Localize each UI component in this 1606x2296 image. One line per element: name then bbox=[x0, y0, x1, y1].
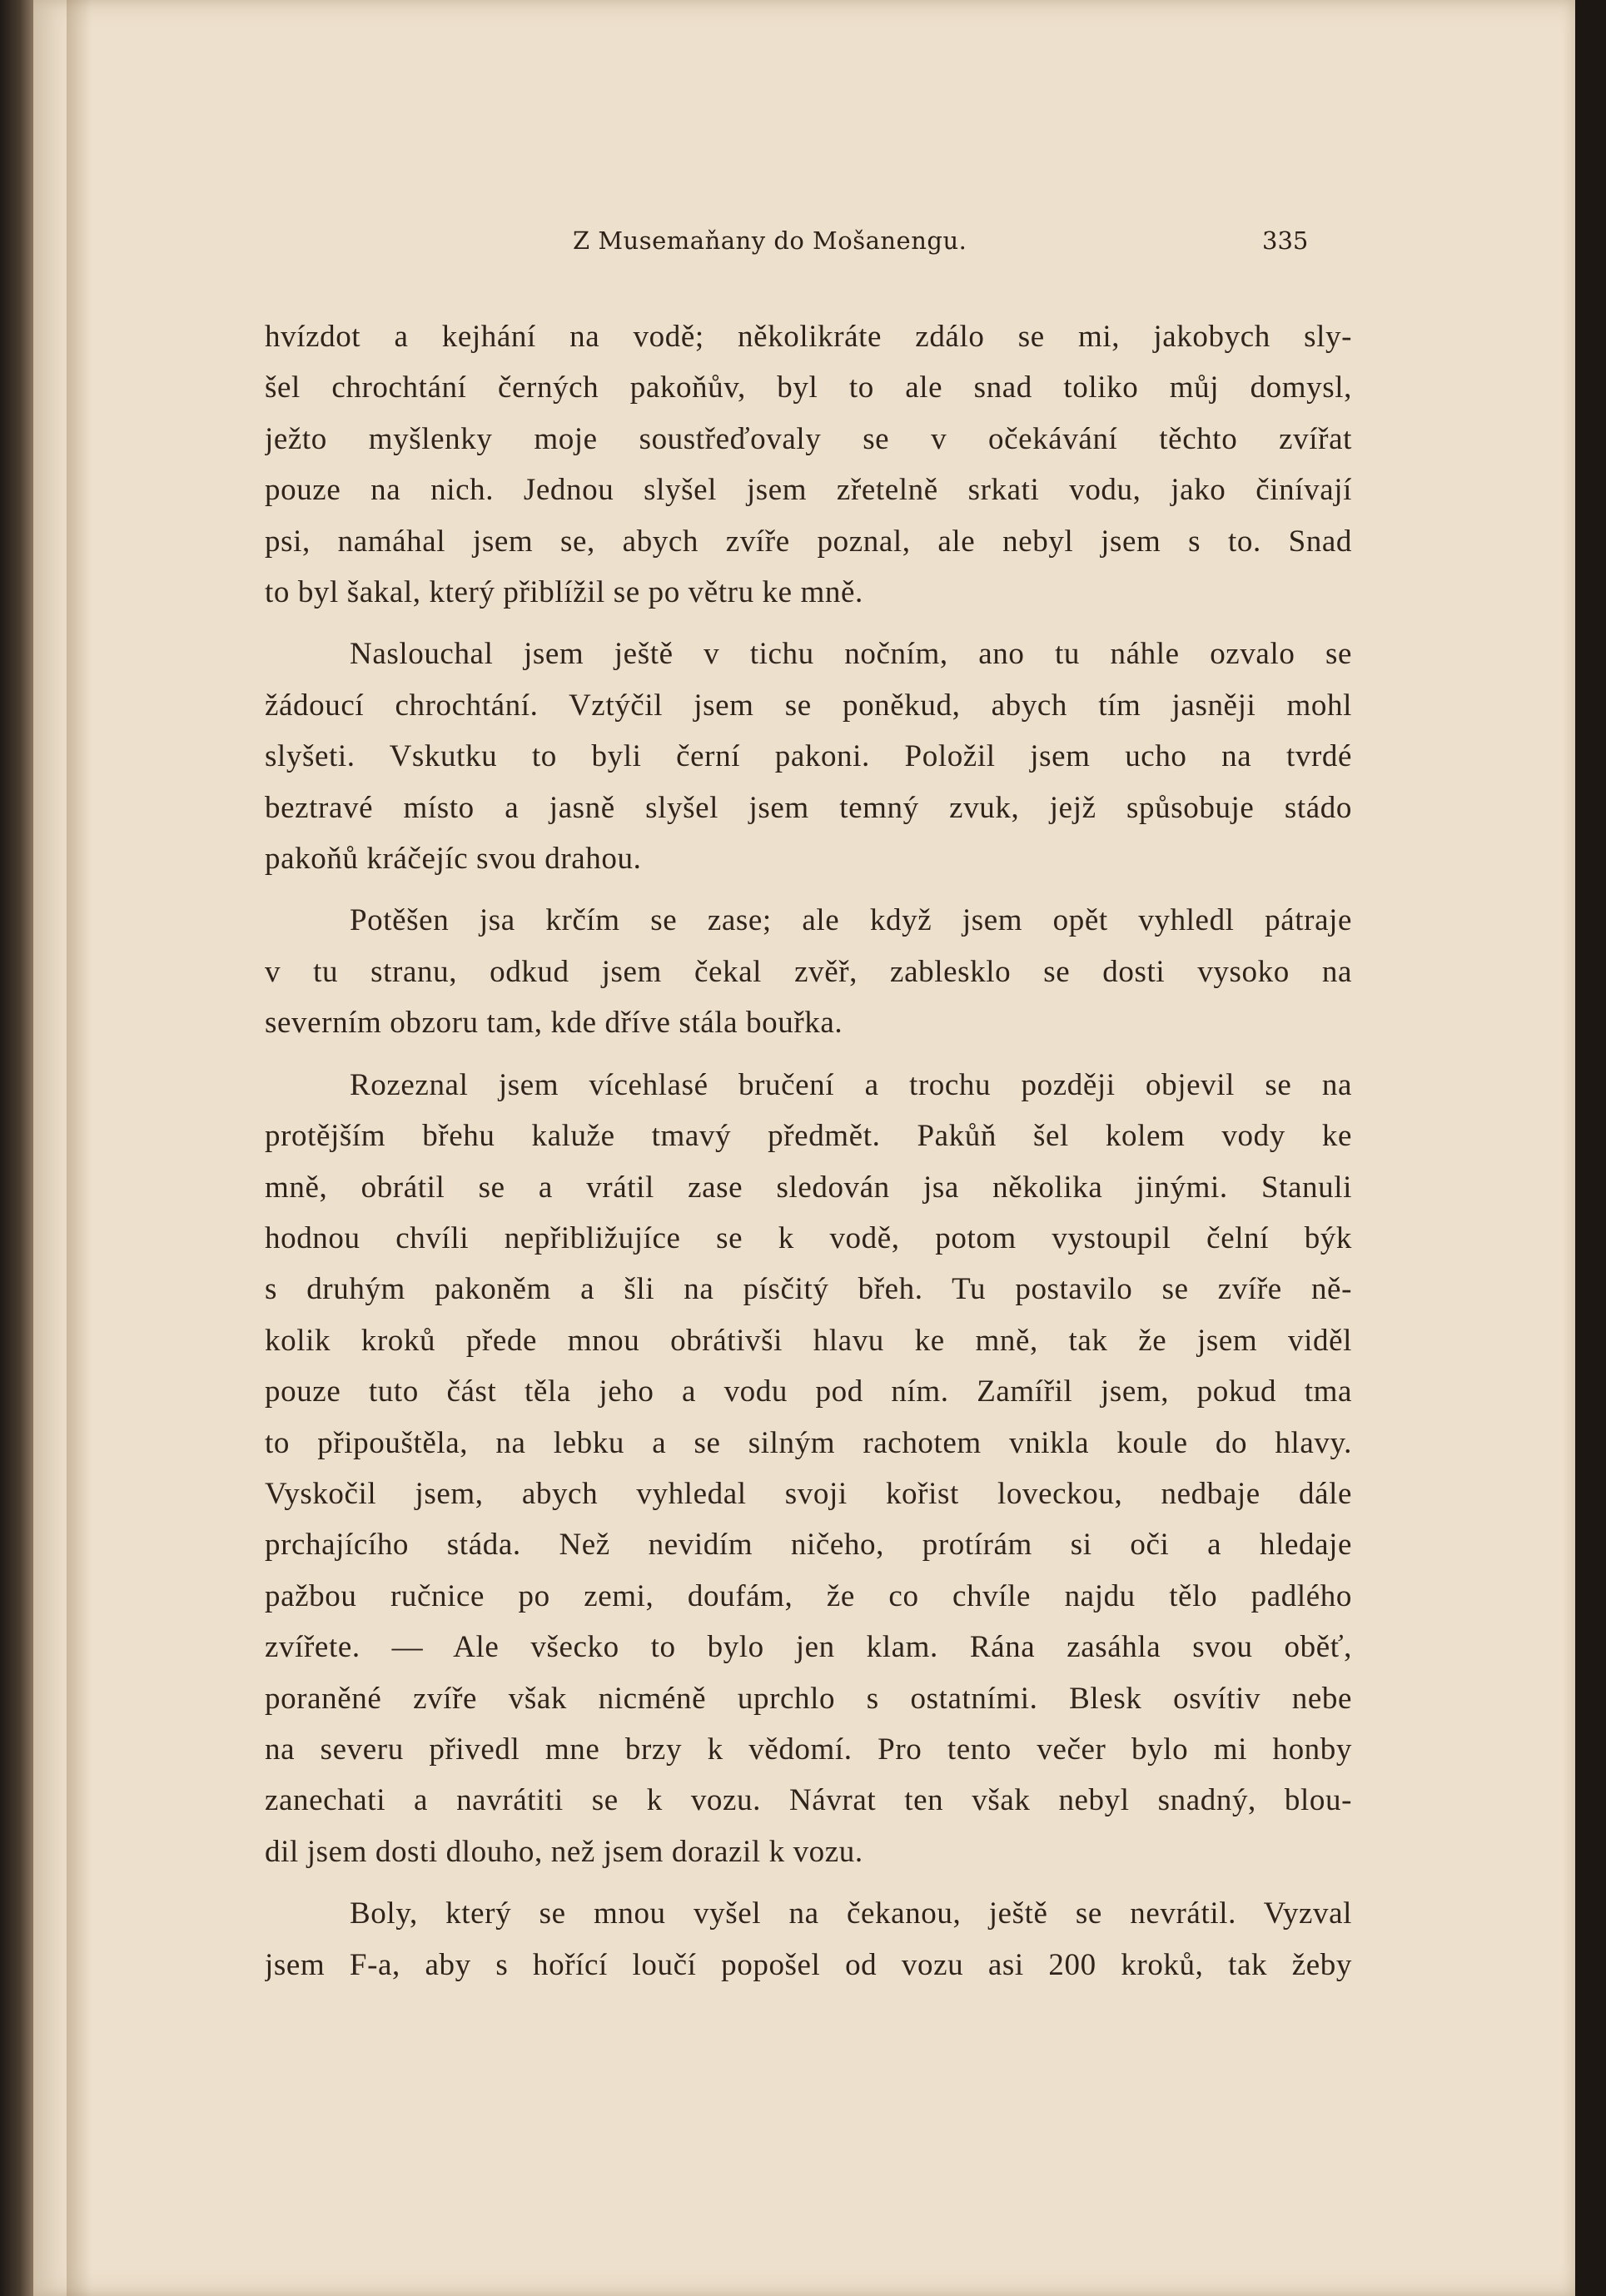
paragraph-4 bbox=[265, 1060, 1352, 1878]
book-page bbox=[33, 0, 1575, 2296]
book-binding-edge bbox=[0, 0, 33, 2296]
text-line: pouze na nich. Jednou slyšel jsem zřetelně srkati vodu, jako činívají bbox=[265, 473, 1352, 508]
text-line: pakoňů kráčejíc svou drahou. bbox=[265, 842, 642, 877]
page-number: 335 bbox=[1262, 226, 1309, 255]
text-line: v tu stranu, odkud jsem čekal zvěř, zablesklo se dosti vysoko na bbox=[265, 954, 1352, 989]
paragraph-5 bbox=[265, 1888, 1352, 1990]
text-line: Potěšen jsa krčím se zase; ale když jsem opět vyhledl pátraje bbox=[350, 903, 1352, 938]
text-line: pažbou ručnice po zemi, doufám, že co chvíle najdu tělo padlého bbox=[265, 1578, 1352, 1613]
gutter-shadow bbox=[67, 0, 92, 2296]
text-line: šel chrochtání černých pakoňův, byl to ale snad toliko můj domysl, bbox=[265, 370, 1352, 405]
text-line: ježto myšlenky moje soustřeďovaly se v očekávání těchto zvířat bbox=[265, 421, 1352, 456]
text-line: beztravé místo a jasně slyšel jsem temný zvuk, jejž spůsobuje stádo bbox=[265, 790, 1352, 825]
body-text bbox=[265, 311, 1352, 2001]
text-line: Boly, který se mnou vyšel na čekanou, ještě se nevrátil. Vyzval bbox=[350, 1896, 1352, 1931]
paragraph-2 bbox=[265, 629, 1352, 884]
text-line: kolik kroků přede mnou obrátivši hlavu ke mně, tak že jsem viděl bbox=[265, 1323, 1352, 1358]
text-line: mně, obrátil se a vrátil zase sledován jsa několika jinými. Stanuli bbox=[265, 1170, 1352, 1205]
text-line: žádoucí chrochtání. Vztýčil jsem se poněkud, abych tím jasněji mohl bbox=[265, 688, 1352, 723]
text-line: to připouštěla, na lebku a se silným rachotem vnikla koule do hlavy. bbox=[265, 1425, 1352, 1460]
text-line: s druhým pakoněm a šli na písčitý břeh. Tu postavilo se zvíře ně- bbox=[265, 1272, 1352, 1307]
text-line: Vyskočil jsem, abych vyhledal svoji kořist loveckou, nedbaje dále bbox=[265, 1476, 1352, 1511]
text-line: hodnou chvíli nepřibližujíce se k vodě, potom vystoupil čelní býk bbox=[265, 1220, 1352, 1255]
scan-background-edge bbox=[1575, 0, 1606, 2296]
text-line: psi, namáhal jsem se, abych zvíře poznal, ale nebyl jsem s to. Snad bbox=[265, 524, 1352, 559]
text-line: protějším břehu kaluže tmavý předmět. Pakůň šel kolem vody ke bbox=[265, 1119, 1352, 1154]
text-line: slyšeti. Vskutku to byli černí pakoni. Položil jsem ucho na tvrdé bbox=[265, 739, 1352, 774]
text-line: hvízdot a kejhání na vodě; několikráte zdálo se mi, jakobych sly- bbox=[265, 320, 1352, 354]
paragraph-3 bbox=[265, 895, 1352, 1048]
text-line: jsem F-a, aby s hořící loučí popošel od vozu asi 200 kroků, tak žeby bbox=[265, 1947, 1352, 1982]
text-line: poraněné zvíře však nicméně uprchlo s ostatními. Blesk osvítiv nebe bbox=[265, 1681, 1352, 1716]
text-line: zanechati a navrátiti se k vozu. Návrat ten však nebyl snadný, blou- bbox=[265, 1783, 1352, 1818]
text-line: pouze tuto část těla jeho a vodu pod ním. Zamířil jsem, pokud tma bbox=[265, 1374, 1352, 1409]
text-line: to byl šakal, který přiblížil se po větru ke mně. bbox=[265, 575, 863, 610]
text-line: prchajícího stáda. Než nevidím ničeho, protírám si oči a hledaje bbox=[265, 1528, 1352, 1563]
text-line: Rozeznal jsem vícehlasé bručení a trochu později objevil se na bbox=[350, 1067, 1352, 1102]
text-line: zvířete. — Ale všecko to bylo jen klam. Rána zasáhla svou oběť, bbox=[265, 1630, 1352, 1665]
paragraph-1 bbox=[265, 311, 1352, 618]
text-line: Naslouchal jsem ještě v tichu nočním, ano tu náhle ozvalo se bbox=[350, 637, 1352, 672]
text-line: dil jsem dosti dlouho, než jsem dorazil k vozu. bbox=[265, 1834, 863, 1869]
text-line: severním obzoru tam, kde dříve stála bouřka. bbox=[265, 1006, 843, 1041]
text-line: na severu přivedl mne brzy k vědomí. Pro tento večer bylo mi honby bbox=[265, 1732, 1352, 1767]
running-title: Z Musemaňany do Mošanengu. bbox=[573, 226, 967, 255]
